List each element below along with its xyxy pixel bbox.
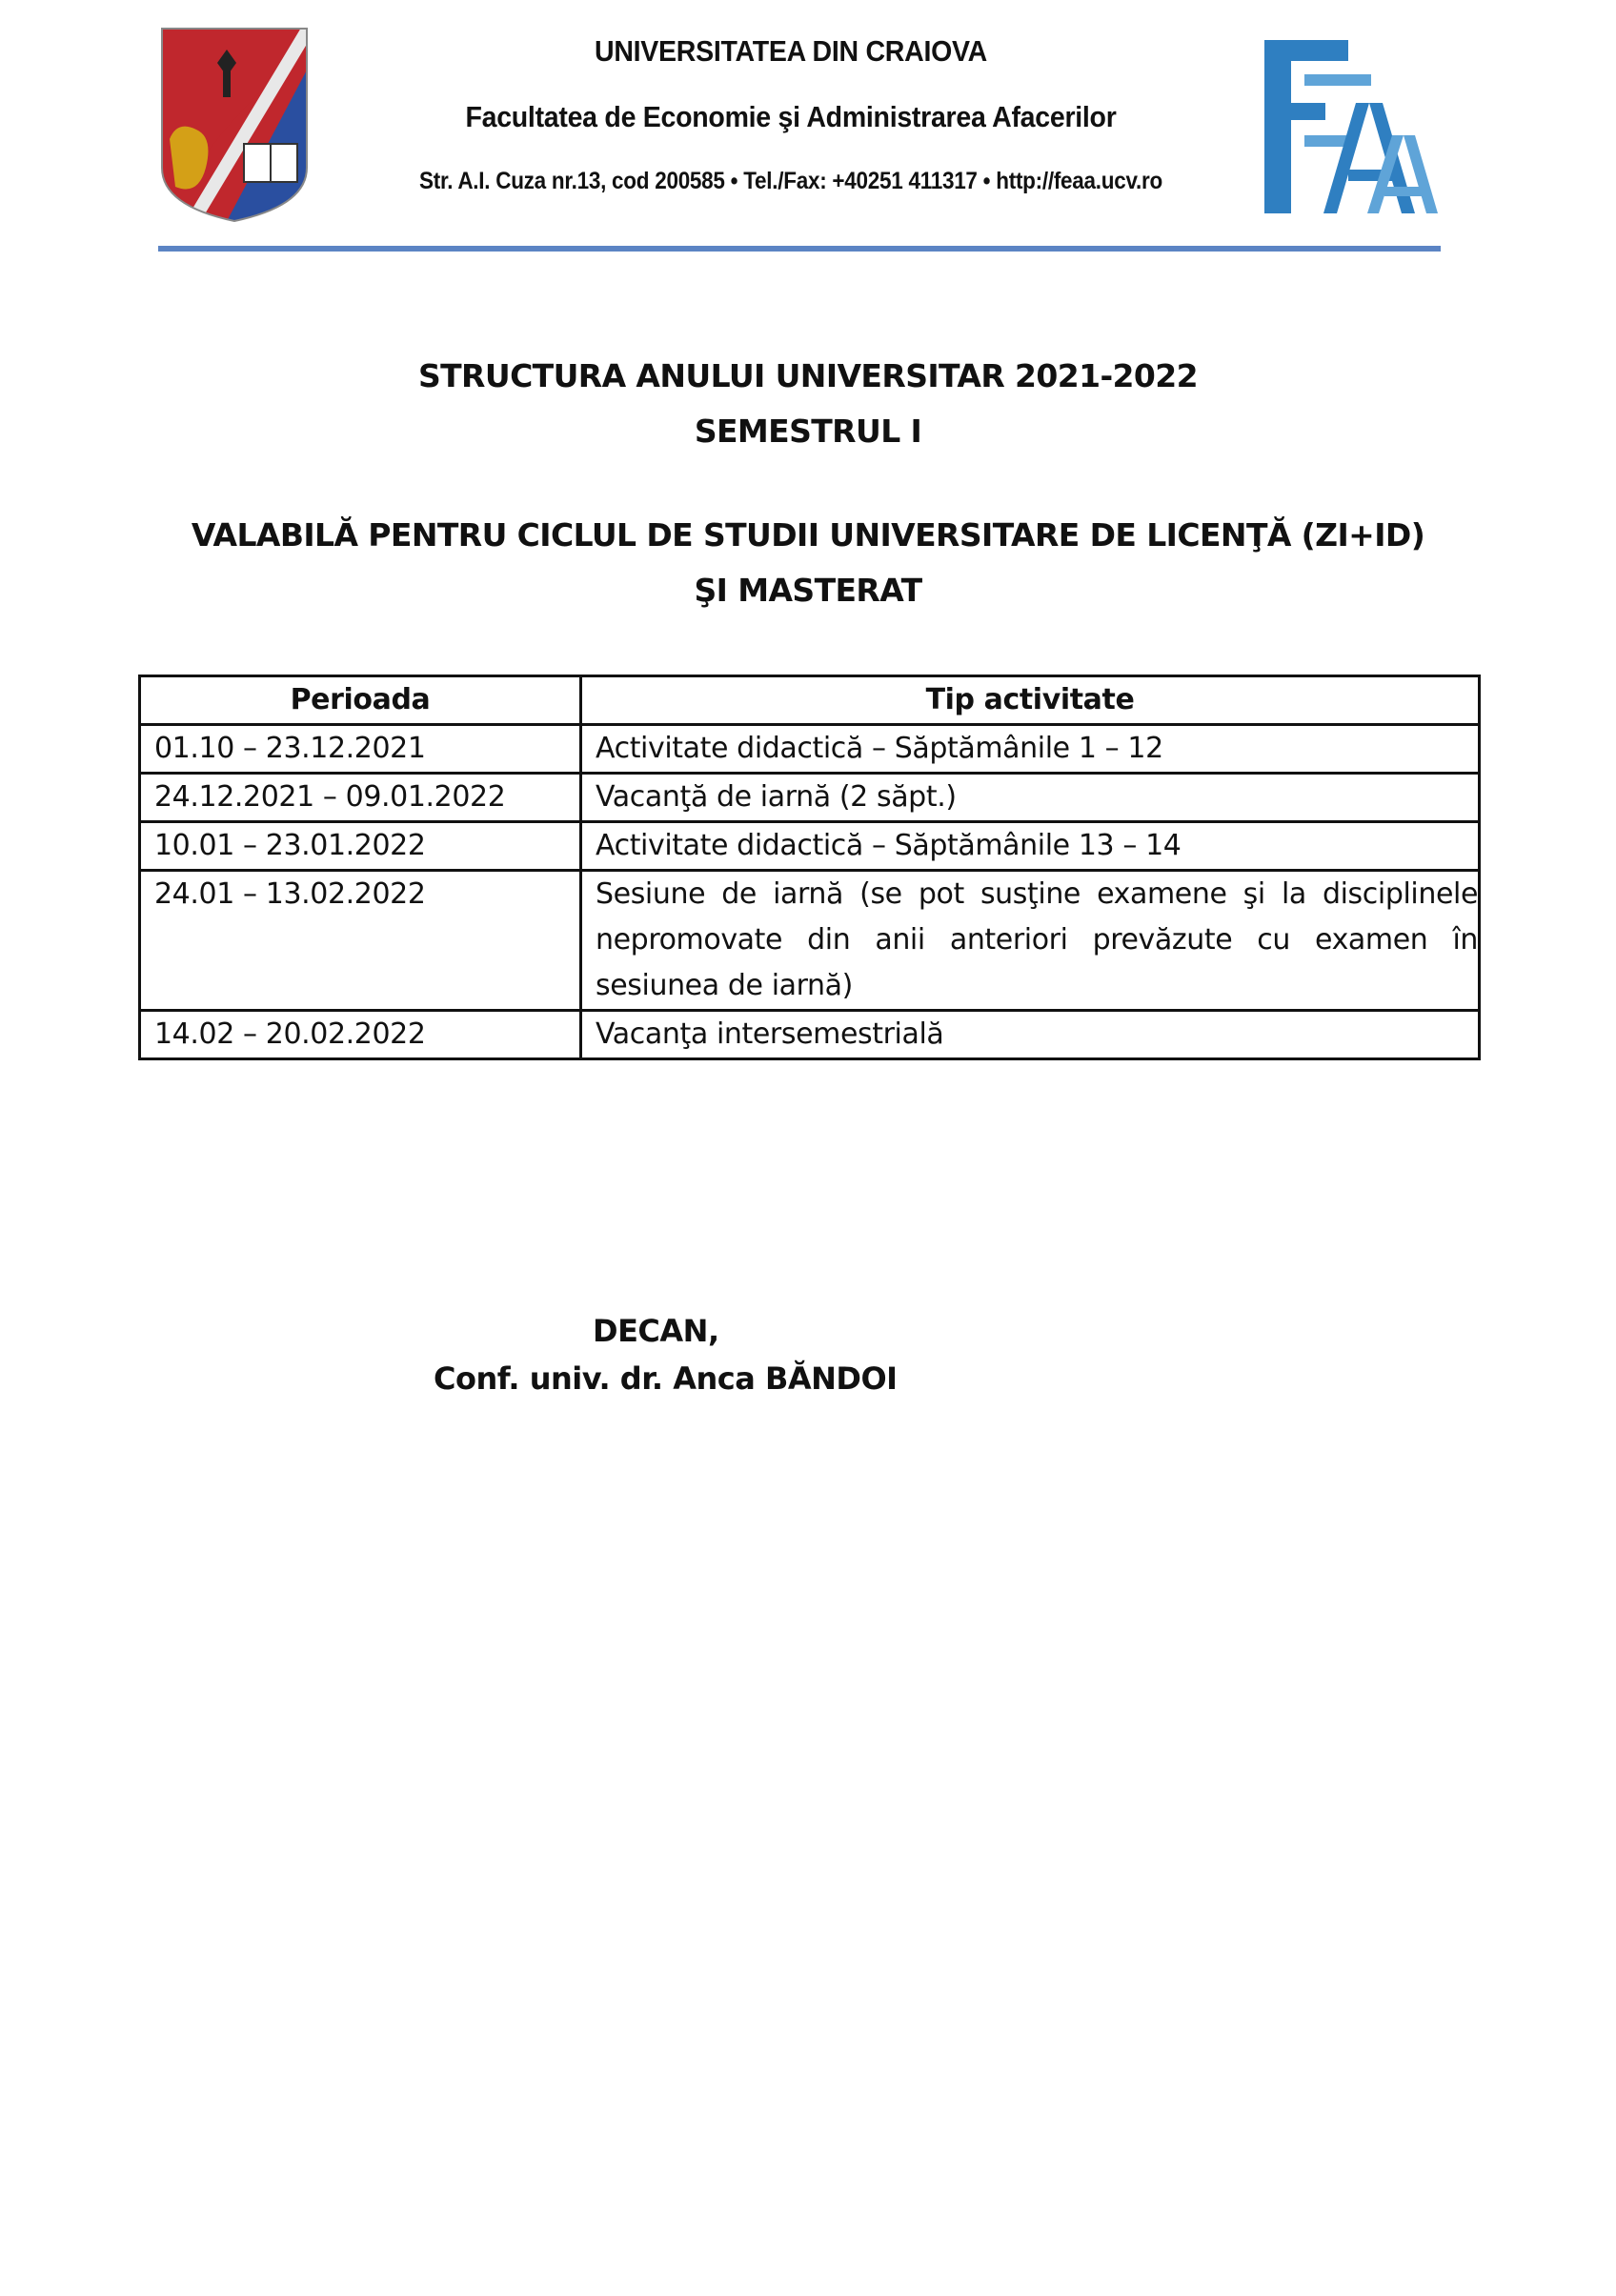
faculty-name: Facultatea de Economie şi Administrarea Afacerilor bbox=[465, 100, 1117, 133]
university-name: UNIVERSITATEA DIN CRAIOVA bbox=[595, 34, 987, 68]
row-activity: Sesiune de iarnă (se pot susţine examene şi la disciplinele nepromovate din anii anteriori prevăzute cu examen în sesiunea de iarnă) bbox=[581, 871, 1480, 1011]
letterhead bbox=[314, 27, 1267, 193]
feaa-logo bbox=[1262, 36, 1439, 217]
table-row bbox=[140, 725, 1480, 774]
faculty-address: Str. A.I. Cuza nr.13, cod 200585 • Tel./Fax: +40251 411317 • http://feaa.ucv.ro bbox=[418, 168, 1162, 194]
validity-title bbox=[0, 508, 1616, 618]
university-crest-logo bbox=[158, 25, 311, 225]
row-period: 24.01 – 13.02.2022 bbox=[140, 871, 581, 1011]
row-activity: Activitate didactică – Săptămânile 13 – 14 bbox=[581, 822, 1480, 871]
title-validity-line1: VALABILĂ PENTRU CICLUL DE STUDII UNIVERSITARE DE LICENŢĂ (ZI+ID) bbox=[191, 516, 1425, 554]
row-period: 24.12.2021 – 09.01.2022 bbox=[140, 774, 581, 822]
signature-title: DECAN, bbox=[593, 1313, 719, 1349]
row-activity: Activitate didactică – Săptămânile 1 – 12 bbox=[581, 725, 1480, 774]
table-row bbox=[140, 1011, 1480, 1059]
title-semester: SEMESTRUL I bbox=[694, 413, 922, 450]
row-period: 10.01 – 23.01.2022 bbox=[140, 822, 581, 871]
header-period: Perioada bbox=[140, 676, 581, 725]
signature-name: Conf. univ. dr. Anca BĂNDOI bbox=[434, 1360, 898, 1397]
table-header-row bbox=[140, 676, 1480, 725]
header-activity: Tip activitate bbox=[581, 676, 1480, 725]
table-row bbox=[140, 774, 1480, 822]
row-activity: Vacanţa intersemestrială bbox=[581, 1011, 1480, 1059]
header-divider bbox=[158, 246, 1441, 252]
schedule-table bbox=[138, 675, 1481, 1060]
row-period: 01.10 – 23.12.2021 bbox=[140, 725, 581, 774]
title-validity-line2: ŞI MASTERAT bbox=[694, 572, 922, 609]
row-period: 14.02 – 20.02.2022 bbox=[140, 1011, 581, 1059]
title-academic-year: STRUCTURA ANULUI UNIVERSITAR 2021-2022 bbox=[417, 357, 1199, 394]
document-title bbox=[0, 349, 1616, 459]
row-activity: Vacanţă de iarnă (2 săpt.) bbox=[581, 774, 1480, 822]
table-row bbox=[140, 822, 1480, 871]
table-row bbox=[140, 871, 1480, 1011]
